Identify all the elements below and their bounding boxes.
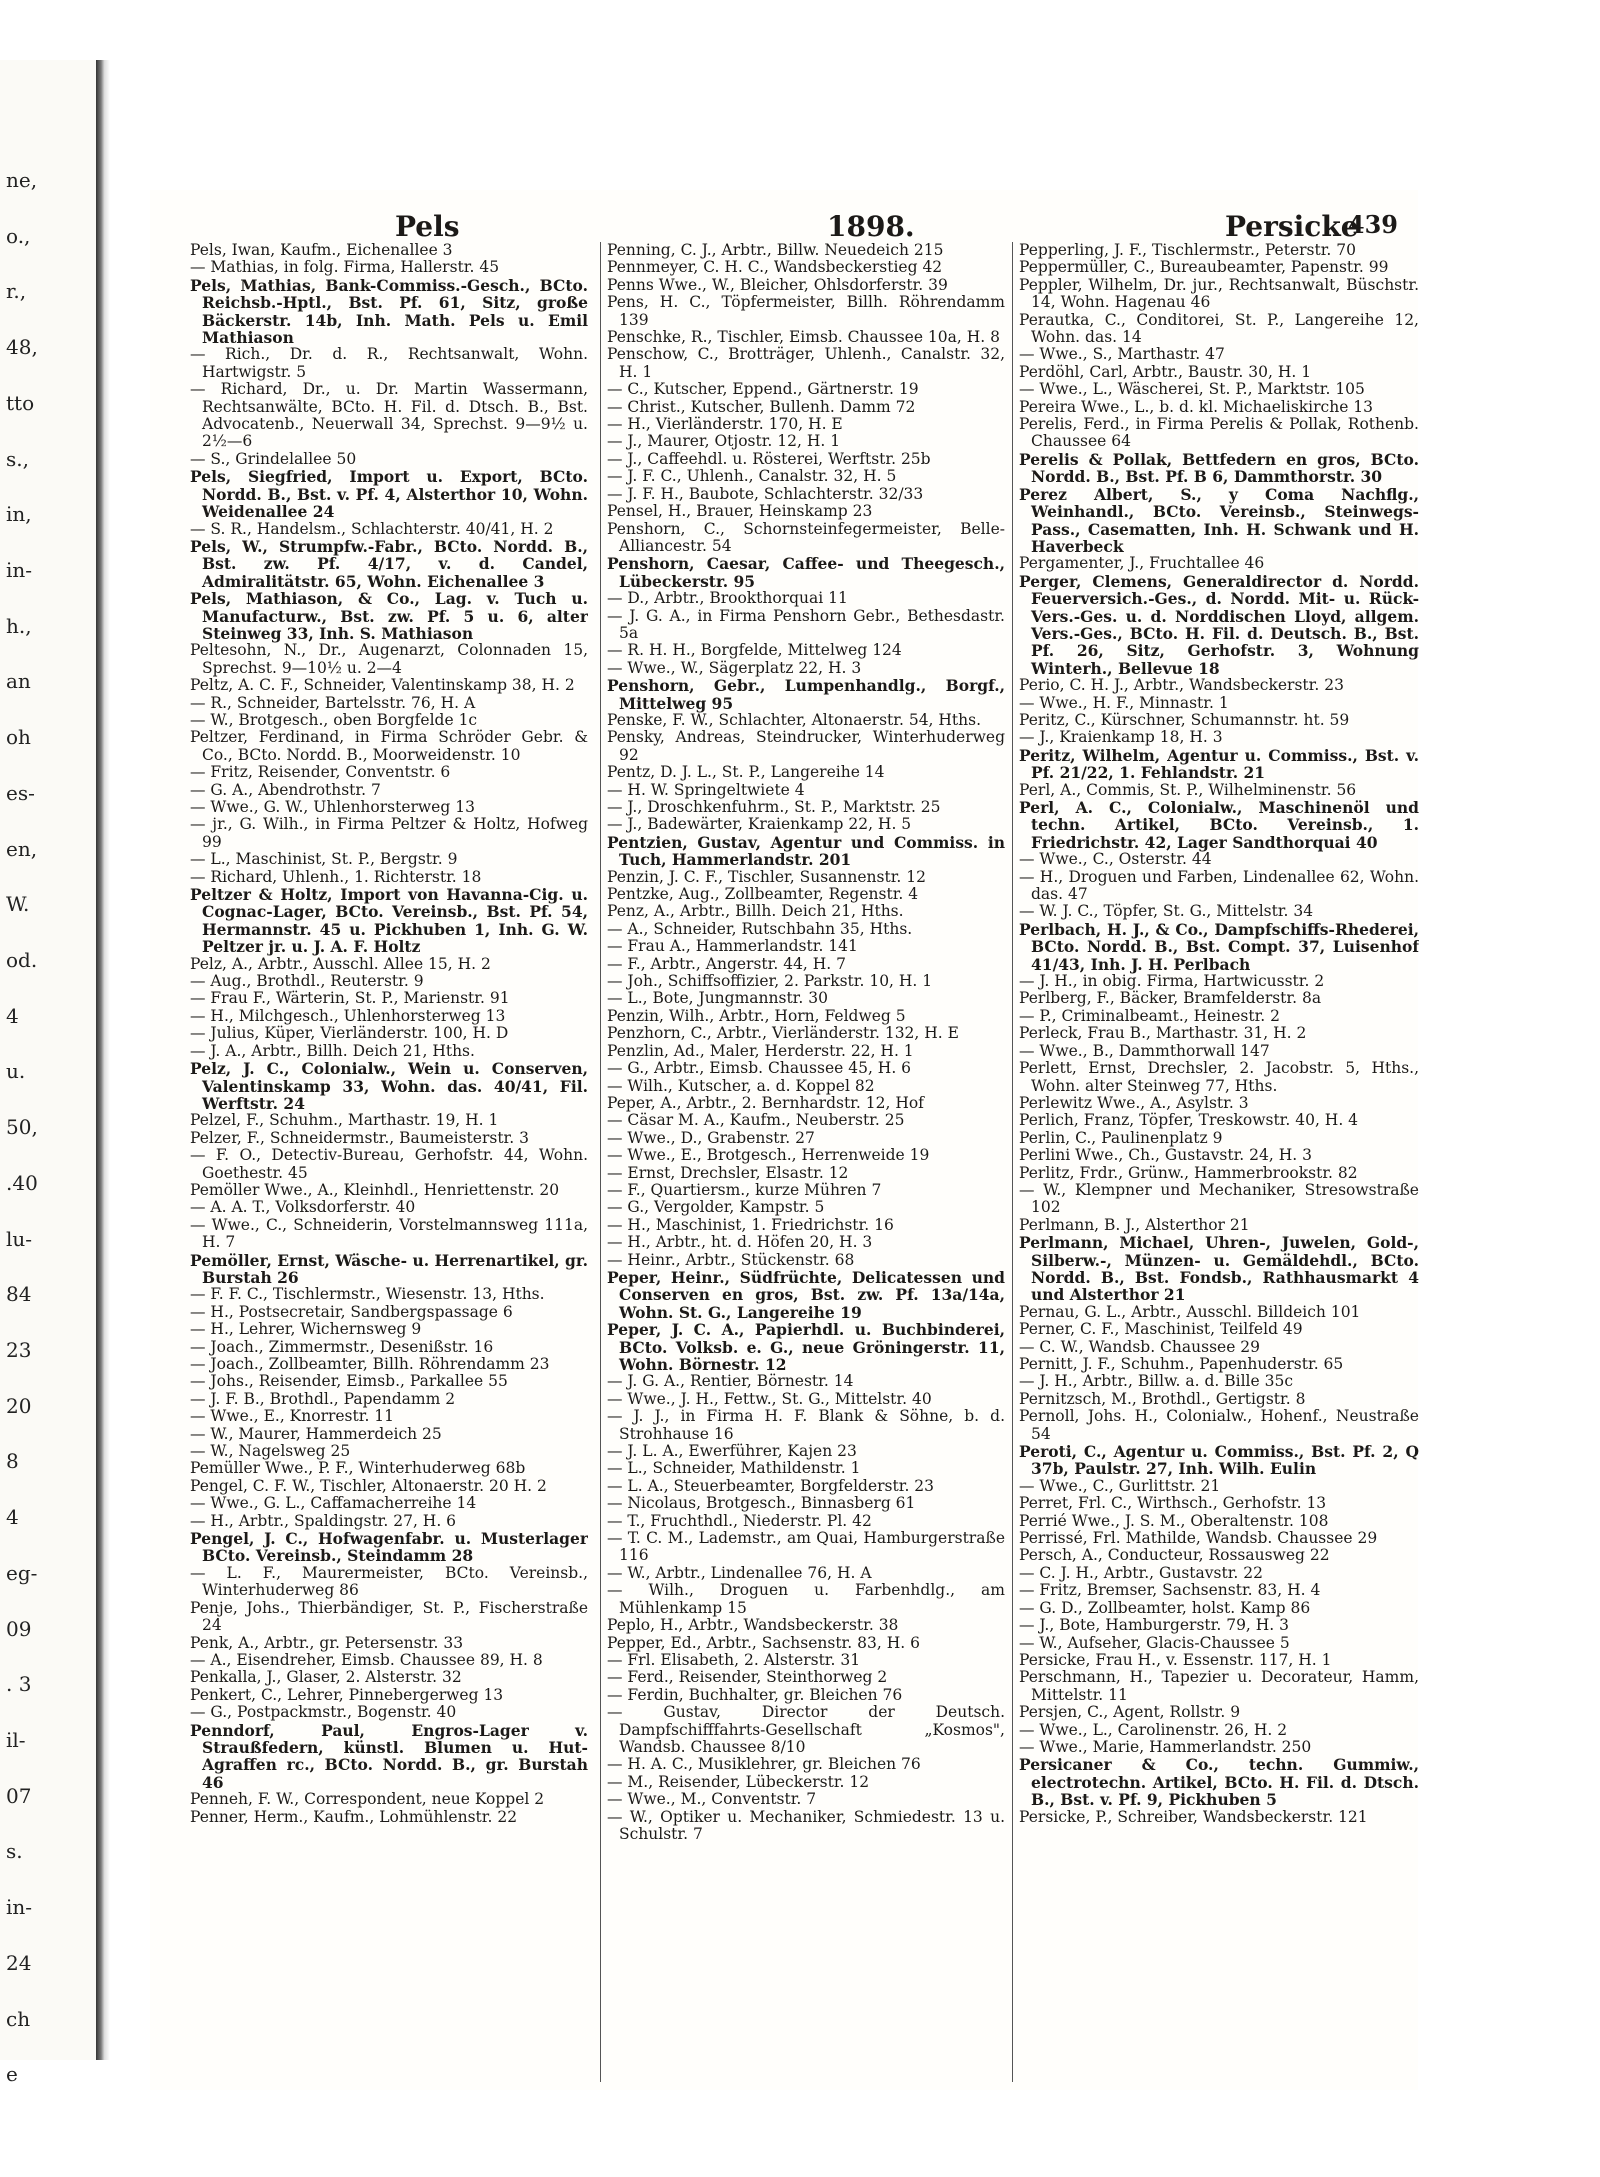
directory-entry: Penzlin, Ad., Maler, Herderstr. 22, H. 1 xyxy=(607,1041,914,1060)
prev-page-fragment: tto xyxy=(6,390,35,415)
directory-entry: Perret, Frl. C., Wirthsch., Gerhofstr. 13 xyxy=(1019,1494,1327,1513)
prev-page-fragment: o., xyxy=(6,223,31,248)
directory-entry: Persch, A., Conducteur, Rossausweg 22 xyxy=(1019,1546,1330,1565)
directory-entry: — J. A., Arbtr., Billh. Deich 21, Hths. xyxy=(190,1041,475,1060)
directory-entry: Perlich, Franz, Töpfer, Treskowstr. 40, H. 4 xyxy=(1019,1111,1359,1130)
directory-entry: — M., Reisender, Lübeckerstr. 12 xyxy=(607,1772,870,1791)
directory-entry: Perlin, C., Paulinenplatz 9 xyxy=(1019,1128,1223,1147)
prev-page-fragment: eg- xyxy=(6,1560,38,1585)
prev-page-fragment: h., xyxy=(6,613,32,638)
directory-entry: Pernoll, Johs. H., Colonialw., Hohenf., Neustraße 54 xyxy=(1019,1407,1419,1443)
prev-page-fragment: es- xyxy=(6,780,35,805)
directory-entry: — H., Arbtr., ht. d. Höfen 20, H. 3 xyxy=(607,1233,873,1252)
directory-entry: Pels, Iwan, Kaufm., Eichenallee 3 xyxy=(190,242,453,259)
directory-entry: — Ernst, Drechsler, Elsastr. 12 xyxy=(607,1163,849,1182)
directory-entry: Penske, F. W., Schlachter, Altonaerstr. 54, Hths. xyxy=(607,710,982,729)
directory-entry: — L., Maschinist, St. P., Bergstr. 9 xyxy=(190,850,458,869)
directory-entry: — G. A., Abendrothstr. 7 xyxy=(190,780,381,799)
directory-entry: — G. D., Zollbeamter, holst. Kamp 86 xyxy=(1019,1598,1311,1617)
directory-entry: — Wwe., Marie, Hammerlandstr. 250 xyxy=(1019,1737,1312,1756)
directory-entry: Pentz, D. J. L., St. P., Langereihe 14 xyxy=(607,763,885,782)
directory-entry: — Wwe., G. L., Caffamacherreihe 14 xyxy=(190,1494,477,1513)
directory-entry: Perelis & Pollak, Bettfedern en gros, BCto. Nordd. B., Bst. Pf. B 6, Dammthorstr. 30 xyxy=(1019,449,1419,487)
directory-entry: — L., Schneider, Mathildenstr. 1 xyxy=(607,1459,861,1478)
directory-entry: Penzin, J. C. F., Tischler, Susannenstr. 12 xyxy=(607,867,926,886)
directory-entry: — H., Droguen und Farben, Lindenallee 62, Wohn. das. 47 xyxy=(1019,867,1419,904)
directory-entry: Perl, A. C., Colonialw., Maschinenöl und techn. Artikel, BCto. Vereinsb., 1. Friedrichstr. 42, Lager Sandthorquai 40 xyxy=(1019,798,1419,852)
directory-entry: Peltzer & Holtz, Import von Havanna-Cig. u. Cognac-Lager, BCto. Vereinsb., Bst. Pf. 54, Hermannstr. 45 u. Pickhuben 1, Inh. G. W. Peltzer jr. u. J. A. F. Holtz xyxy=(190,885,588,957)
directory-entry: — Richard, Uhlenh., 1. Richterstr. 18 xyxy=(190,867,482,886)
directory-entry: — J. J., in Firma H. F. Blank & Söhne, b. d. Strohhause 16 xyxy=(607,1407,1005,1443)
directory-entry: — J. H., Arbtr., Billw. a. d. Bille 35c xyxy=(1019,1372,1294,1391)
directory-entry: — H. A. C., Musiklehrer, gr. Bleichen 76 xyxy=(607,1755,921,1774)
directory-entry: Penkert, C., Lehrer, Pinnebergerweg 13 xyxy=(190,1685,504,1704)
directory-entry: Pelz, J. C., Colonialw., Wein u. Conserven, Valentinskamp 33, Wohn. das. 40/41, Fil. Werftstr. 24 xyxy=(190,1059,588,1113)
directory-entry: Perrissé, Frl. Mathilde, Wandsb. Chaussee 29 xyxy=(1019,1529,1378,1548)
directory-entry: — Wwe., B., Dammthorwall 147 xyxy=(1019,1041,1270,1060)
directory-entry: — Rich., Dr. d. R., Rechtsanwalt, Wohn. Hartwigstr. 5 xyxy=(190,345,588,381)
directory-entry: — J. L. A., Ewerführer, Kajen 23 xyxy=(607,1442,857,1461)
directory-entry: Penzin, Wilh., Arbtr., Horn, Feldweg 5 xyxy=(607,1006,906,1025)
directory-entry: — Wwe., G. W., Uhlenhorsterweg 13 xyxy=(190,798,475,816)
directory-entry: — R. H. H., Borgfelde, Mittelweg 124 xyxy=(607,641,902,660)
prev-page-fragment: od. xyxy=(6,948,38,972)
directory-entry: Pernau, G. L., Arbtr., Ausschl. Billdeich 101 xyxy=(1019,1302,1361,1321)
directory-entry: — Wwe., H. F., Minnastr. 1 xyxy=(1019,693,1229,712)
directory-entry: Pengel, J. C., Hofwagenfabr. u. Musterlager BCto. Vereinsb., Steindamm 28 xyxy=(190,1529,588,1566)
directory-entry: — Ferdin, Buchhalter, gr. Bleichen 76 xyxy=(607,1685,903,1704)
directory-entry: — J., Caffeehdl. u. Rösterei, Werftstr. 25b xyxy=(607,449,931,468)
directory-entry: Peritz, Wilhelm, Agentur u. Commiss., Bst. v. Pf. 21/22, 1. Fehlandstr. 21 xyxy=(1019,745,1419,783)
directory-entry: — Julius, Küper, Vierländerstr. 100, H. D xyxy=(190,1024,509,1043)
directory-entry: — Ferd., Reisender, Steinthorweg 2 xyxy=(607,1668,888,1687)
directory-entry: Perlbach, H. J., & Co., Dampfschiffs-Rhederei, BCto. Nordd. B., Bst. Compt. 37, Luisenhof 41/43, Inh. J. H. Perlbach xyxy=(1019,919,1419,974)
directory-entry: Perlmann, B. J., Alsterthor 21 xyxy=(1019,1215,1250,1234)
prev-page-fragment: 4 xyxy=(6,1505,19,1530)
directory-entry: — F., Quartiersm., kurze Mühren 7 xyxy=(607,1180,882,1199)
column-1 xyxy=(190,242,588,2082)
directory-entry: Pemöller Wwe., A., Kleinhdl., Henriettenstr. 20 xyxy=(190,1180,560,1199)
directory-entry: Perelis, Ferd., in Firma Perelis & Pollak, Rothenb. Chaussee 64 xyxy=(1019,415,1419,451)
prev-page-fragment: 07 xyxy=(6,1783,32,1808)
directory-entry: — W., Maurer, Hammerdeich 25 xyxy=(190,1424,442,1443)
prev-page-fragment: 09 xyxy=(6,1616,32,1641)
page-number: 439 xyxy=(1347,210,1398,239)
directory-entry: Pelz, A., Arbtr., Ausschl. Allee 15, H. 2 xyxy=(190,954,491,973)
directory-entry: — G., Vergolder, Kampstr. 5 xyxy=(607,1198,825,1217)
directory-entry: Penning, C. J., Arbtr., Billw. Neuedeich 215 xyxy=(607,242,944,259)
header-year: 1898. xyxy=(827,210,915,243)
directory-entry: — J. G. A., in Firma Penshorn Gebr., Bethesdastr. 5a xyxy=(607,606,1005,642)
directory-entry: Penndorf, Paul, Engros-Lager v. Straußfedern, künstl. Blumen u. Hut-Agraffen rc., BCto. Nordd. B., gr. Burstah 46 xyxy=(190,1720,588,1792)
directory-entry: — F. O., Detectiv-Bureau, Gerhofstr. 44, Wohn. Goethestr. 45 xyxy=(190,1146,588,1182)
directory-entry: Persicke, Frau H., v. Essenstr. 117, H. 1 xyxy=(1019,1650,1332,1669)
directory-entry: Perlmann, Michael, Uhren-, Juwelen, Gold-, Silberw.-, Münzen- u. Gemäldehdl., BCto. Nordd. B., Bst. Fondsb., Rathhausmarkt 4 und Alsterthor 21 xyxy=(1019,1233,1419,1305)
directory-entry: — Johs., Reisender, Eimsb., Parkallee 55 xyxy=(190,1372,508,1391)
directory-entry: — H., Maschinist, 1. Friedrichstr. 16 xyxy=(607,1215,894,1234)
directory-entry: — A., Schneider, Rutschbahn 35, Hths. xyxy=(607,919,913,938)
directory-entry: Pentzien, Gustav, Agentur und Commiss. in Tuch, Hammerlandstr. 201 xyxy=(607,832,1005,870)
prev-page-fragment: W. xyxy=(6,892,30,917)
directory-entry: — Frau A., Hammerlandstr. 141 xyxy=(607,937,858,956)
previous-page-edge xyxy=(0,60,96,2087)
directory-entry: Pels, Mathias, Bank-Commiss.-Gesch., BCto. Reichsb.-Hptl., Bst. Pf. 61, Sitz, große Bäckerstr. 14b, Inh. Math. Pels u. Emil Mathiason xyxy=(190,275,588,348)
directory-entry: Pengel, C. F. W., Tischler, Altonaerstr. 20 H. 2 xyxy=(190,1476,547,1495)
directory-entry: — Christ., Kutscher, Bullenh. Damm 72 xyxy=(607,397,916,416)
prev-page-fragment: in- xyxy=(6,1895,33,1920)
directory-entry: Perl, A., Commis, St. P., Wilhelminenstr. 56 xyxy=(1019,780,1357,799)
book-binding xyxy=(96,60,110,2060)
directory-entry: — L., Bote, Jungmannstr. 30 xyxy=(607,989,828,1008)
prev-page-fragment: oh xyxy=(6,725,31,750)
directory-entry: Perleck, Frau B., Marthastr. 31, H. 2 xyxy=(1019,1024,1307,1043)
directory-entry: — W. J. C., Töpfer, St. G., Mittelstr. 34 xyxy=(1019,902,1314,921)
directory-entry: Pepperling, J. F., Tischlermstr., Peterstr. 70 xyxy=(1019,242,1356,259)
directory-entry: — P., Criminalbeamt., Heinestr. 2 xyxy=(1019,1006,1281,1025)
directory-entry: — Wilh., Kutscher, a. d. Koppel 82 xyxy=(607,1076,875,1095)
directory-entry: Peritz, C., Kürschner, Schumannstr. ht. 59 xyxy=(1019,710,1350,729)
directory-entry: — T., Fruchthdl., Niederstr. Pl. 42 xyxy=(607,1511,872,1530)
directory-entry: Penns Wwe., W., Bleicher, Ohlsdorferstr. 39 xyxy=(607,275,948,294)
directory-entry: Pels, W., Strumpfw.-Fabr., BCto. Nordd. B., Bst. zw. Pf. 4/17, v. d. Candel, Admiralitätstr. 65, Wohn. Eichenallee 3 xyxy=(190,536,588,591)
directory-entry: — Fritz, Reisender, Conventstr. 6 xyxy=(190,763,451,782)
directory-entry: Pensel, H., Brauer, Heinskamp 23 xyxy=(607,502,873,521)
directory-entry: — H., Vierländerstr. 170, H. E xyxy=(607,415,843,434)
prev-page-fragment: an xyxy=(6,669,31,694)
prev-page-fragment: il- xyxy=(6,1728,26,1752)
directory-entry: — H., Arbtr., Spaldingstr. 27, H. 6 xyxy=(190,1511,457,1530)
directory-entry: — J., Bote, Hamburgerstr. 79, H. 3 xyxy=(1019,1616,1290,1635)
prev-page-fragment: 4 xyxy=(6,1003,19,1028)
directory-entry: Perlini Wwe., Ch., Gustavstr. 24, H. 3 xyxy=(1019,1146,1312,1165)
prev-page-fragment: en, xyxy=(6,836,38,861)
prev-page-fragment: ch xyxy=(6,2006,31,2031)
prev-page-fragment: lu- xyxy=(6,1226,33,1251)
directory-entry: Peltz, A. C. F., Schneider, Valentinskamp 38, H. 2 xyxy=(190,676,575,695)
directory-entry: — Wwe., M., Conventstr. 7 xyxy=(607,1790,817,1809)
directory-entry: — H., Milchgesch., Uhlenhorsterweg 13 xyxy=(190,1006,506,1025)
directory-entry: Penk, A., Arbtr., gr. Petersenstr. 33 xyxy=(190,1633,464,1652)
directory-entry: Perautka, C., Conditorei, St. P., Langereihe 12, Wohn. das. 14 xyxy=(1019,310,1419,347)
directory-entry: — Wwe., C., Schneiderin, Vorstelmannsweg 111a, H. 7 xyxy=(190,1215,588,1252)
prev-page-fragment: 24 xyxy=(6,1950,32,1975)
directory-entry: — G., Postpackmstr., Bogenstr. 40 xyxy=(190,1703,457,1722)
directory-entry: — Joh., Schiffsoffizier, 2. Parkstr. 10, H. 1 xyxy=(607,972,933,991)
directory-entry: — Wwe., L., Wäscherei, St. P., Marktstr. 105 xyxy=(1019,380,1365,399)
directory-entry: — Heinr., Arbtr., Stückenstr. 68 xyxy=(607,1250,855,1269)
directory-entry: — W., Arbtr., Lindenallee 76, H. A xyxy=(607,1563,872,1582)
directory-entry: Pelzer, F., Schneidermstr., Baumeisterstr. 3 xyxy=(190,1128,529,1147)
directory-entry: — Wwe., E., Knorrestr. 11 xyxy=(190,1407,395,1426)
directory-entry: — jr., G. Wilh., in Firma Peltzer & Holtz, Hofweg 99 xyxy=(190,815,588,851)
directory-entry: Pernitzsch, M., Brothdl., Gertigstr. 8 xyxy=(1019,1389,1306,1408)
prev-page-fragment: 50, xyxy=(6,1115,38,1140)
directory-entry: — Cäsar M. A., Kaufm., Neuberstr. 25 xyxy=(607,1111,905,1130)
directory-entry: Perger, Clemens, Generaldirector d. Nordd. Feuerversich.-Ges., d. Nordd. Mit- u. Rück-Vers.-Ges. u. d. Norddischen Lloyd, allgem. Vers.-Ges., BCto. H. Fil. d. Deutsch. B., Bst. Pf. 26, Sitz, Gerhofstr. 3, Wohnung Winterh., Bellevue 18 xyxy=(1019,571,1419,678)
directory-entry: Penschke, R., Tischler, Eimsb. Chaussee 10a, H. 8 xyxy=(607,328,1000,347)
prev-page-fragment: u. xyxy=(6,1059,26,1084)
prev-page-fragment: r., xyxy=(6,279,27,304)
directory-entry: — G., Arbtr., Eimsb. Chaussee 45, H. 6 xyxy=(607,1059,912,1078)
directory-entry: Peplo, H., Arbtr., Wandsbeckerstr. 38 xyxy=(607,1616,899,1635)
header-right-keyword: Persicke xyxy=(1225,210,1359,243)
directory-entry: Persicke, P., Schreiber, Wandsbeckerstr. 121 xyxy=(1019,1807,1368,1826)
directory-entry: — C. W., Wandsb. Chaussee 29 xyxy=(1019,1337,1261,1356)
prev-page-fragment: in, xyxy=(6,502,32,527)
prev-page-fragment: 23 xyxy=(6,1338,32,1362)
directory-entry: — Wwe., L., Carolinenstr. 26, H. 2 xyxy=(1019,1720,1288,1739)
prev-page-fragment: in- xyxy=(6,558,33,582)
directory-entry: — Fritz, Bremser, Sachsenstr. 83, H. 4 xyxy=(1019,1581,1321,1600)
directory-entry: — J. H., in obig. Firma, Hartwicusstr. 2 xyxy=(1019,972,1325,991)
directory-entry: — J. F. B., Brothdl., Papendamm 2 xyxy=(190,1389,456,1408)
prev-page-fragment: . 3 xyxy=(6,1672,32,1697)
directory-entry: — C., Kutscher, Eppend., Gärtnerstr. 19 xyxy=(607,380,919,399)
directory-entry: Pergamenter, J., Fruchtallee 46 xyxy=(1019,554,1265,573)
directory-entry: — W., Brotgesch., oben Borgfelde 1c xyxy=(190,710,478,729)
directory-entry: — S., Grindelallee 50 xyxy=(190,449,357,468)
directory-entry: Peroti, C., Agentur u. Commiss., Bst. Pf. 2, Q 37b, Paulstr. 27, Inh. Wilh. Eulin xyxy=(1019,1442,1419,1479)
directory-entry: Pernitt, J. F., Schuhm., Papenhuderstr. 65 xyxy=(1019,1355,1344,1373)
directory-entry: Penz, A., Arbtr., Billh. Deich 21, Hths. xyxy=(607,902,904,921)
directory-entry: — Frl. Elisabeth, 2. Alsterstr. 31 xyxy=(607,1650,861,1669)
directory-entry: Penje, Johs., Thierbändiger, St. P., Fischerstraße 24 xyxy=(190,1598,588,1635)
column-2 xyxy=(600,242,1005,2082)
directory-entry: Pemüller Wwe., P. F., Winterhuderweg 68b xyxy=(190,1459,526,1478)
directory-entry: — Wilh., Droguen u. Farbenhdlg., am Mühlenkamp 15 xyxy=(607,1581,1005,1617)
directory-entry: Perner, C. F., Maschinist, Teilfeld 49 xyxy=(1019,1320,1303,1339)
directory-entry: Persicaner & Co., techn. Gummiw., electrotechn. Artikel, BCto. H. Fil. d. Dtsch. B., Bst. v. Pf. 9, Pickhuben 5 xyxy=(1019,1755,1419,1810)
directory-entry: — J. G. A., Rentier, Börnestr. 14 xyxy=(607,1372,854,1391)
prev-page-fragment: 84 xyxy=(6,1282,32,1307)
directory-entry: Pels, Mathiason, & Co., Lag. v. Tuch u. Manufacturw., Bst. zw. Pf. 5 u. 6, alter Steinweg 33, Inh. S. Mathiason xyxy=(190,589,588,643)
directory-entry: — Mathias, in folg. Firma, Hallerstr. 45 xyxy=(190,258,500,277)
directory-entry: Pepper, Ed., Arbtr., Sachsenstr. 83, H. 6 xyxy=(607,1633,920,1652)
directory-entry: — D., Arbtr., Brookthorquai 11 xyxy=(607,589,848,608)
directory-entry: — J. F. C., Uhlenh., Canalstr. 32, H. 5 xyxy=(607,467,897,486)
directory-entry: Peppermüller, C., Bureaubeamter, Papenstr. 99 xyxy=(1019,258,1389,277)
prev-page-fragment: s. xyxy=(6,1839,23,1864)
directory-entry: — W., Nagelsweg 25 xyxy=(190,1442,351,1461)
directory-entry: — Wwe., J. H., Fettw., St. G., Mittelstr. 40 xyxy=(607,1389,932,1408)
directory-entry: — Joach., Zollbeamter, Billh. Röhrendamm 23 xyxy=(190,1355,550,1373)
directory-entry: — H., Lehrer, Wichernsweg 9 xyxy=(190,1320,422,1339)
directory-entry: Perschmann, H., Tapezier u. Decorateur, Hamm, Mittelstr. 11 xyxy=(1019,1668,1419,1704)
directory-entry: — J., Kraienkamp 18, H. 3 xyxy=(1019,728,1223,747)
directory-entry: Penschow, C., Brotträger, Uhlenh., Canalstr. 32, H. 1 xyxy=(607,345,1005,381)
prev-page-fragment: .40 xyxy=(6,1170,38,1195)
directory-entry: Pens, H. C., Töpfermeister, Billh. Röhrendamm 139 xyxy=(607,293,1005,329)
directory-entry: Pemöller, Ernst, Wäsche- u. Herrenartikel, gr. Burstah 26 xyxy=(190,1250,588,1287)
directory-entry: — W., Optiker u. Mechaniker, Schmiedestr. 13 u. Schulstr. 7 xyxy=(607,1807,1005,1843)
directory-entry: — L. A., Steuerbeamter, Borgfelderstr. 23 xyxy=(607,1476,935,1495)
directory-entry: Peltzer, Ferdinand, in Firma Schröder Gebr. & Co., BCto. Nordd. B., Moorweidenstr. 10 xyxy=(190,728,588,764)
directory-entry: — A. A. T., Volksdorferstr. 40 xyxy=(190,1198,416,1217)
directory-entry: Penner, Herm., Kaufm., Lohmühlenstr. 22 xyxy=(190,1807,518,1826)
directory-entry: — S. R., Handelsm., Schlachterstr. 40/41, H. 2 xyxy=(190,519,554,538)
directory-entry: — Nicolaus, Brotgesch., Binnasberg 61 xyxy=(607,1494,916,1513)
directory-entry: — Wwe., W., Sägerplatz 22, H. 3 xyxy=(607,658,862,677)
directory-entry: Pels, Siegfried, Import u. Export, BCto. Nordd. B., Bst. v. Pf. 4, Alsterthor 10, Wohn. Weidenallee 24 xyxy=(190,467,588,522)
directory-entry: Perlewitz Wwe., A., Asylstr. 3 xyxy=(1019,1093,1249,1112)
directory-entry: — C. J. H., Arbtr., Gustavstr. 22 xyxy=(1019,1563,1264,1582)
directory-entry: Pereira Wwe., L., b. d. kl. Michaeliskirche 13 xyxy=(1019,397,1374,416)
directory-entry: Persjen, C., Agent, Rollstr. 9 xyxy=(1019,1703,1241,1722)
prev-page-fragment: 48, xyxy=(6,335,38,360)
directory-entry: — J. F. H., Baubote, Schlachterstr. 32/33 xyxy=(607,484,924,503)
directory-entry: Perlett, Ernst, Drechsler, 2. Jacobstr. 5, Hths., Wohn. alter Steinweg 77, Hths. xyxy=(1019,1059,1419,1095)
directory-entry: Perlberg, F., Bäcker, Bramfelderstr. 8a xyxy=(1019,989,1322,1008)
directory-entry: — R., Schneider, Bartelsstr. 76, H. A xyxy=(190,693,476,712)
directory-entry: — Aug., Brothdl., Reuterstr. 9 xyxy=(190,972,424,991)
directory-entry: Pelzel, F., Schuhm., Marthastr. 19, H. 1 xyxy=(190,1111,499,1130)
directory-entry: Penzhorn, C., Arbtr., Vierländerstr. 132, H. E xyxy=(607,1024,959,1043)
directory-entry: Perio, C. H. J., Arbtr., Wandsbeckerstr. 23 xyxy=(1019,676,1344,695)
prev-page-fragment: e xyxy=(6,2062,18,2087)
directory-entry: — Wwe., D., Grabenstr. 27 xyxy=(607,1128,815,1147)
directory-entry: — W., Klempner und Mechaniker, Stresowstraße 102 xyxy=(1019,1180,1419,1217)
directory-entry: Pensky, Andreas, Steindrucker, Winterhuderweg 92 xyxy=(607,728,1005,764)
directory-entry: — Wwe., S., Marthastr. 47 xyxy=(1019,345,1225,364)
directory-entry: Penshorn, Gebr., Lumpenhandlg., Borgf., Mittelweg 95 xyxy=(607,676,1005,713)
directory-entry: Peppler, Wilhelm, Dr. jur., Rechtsanwalt, Büschstr. 14, Wohn. Hagenau 46 xyxy=(1019,275,1419,312)
directory-entry: Peper, J. C. A., Papierhdl. u. Buchbinderei, BCto. Volksb. e. G., neue Gröningerstr. 11, Wohn. Börnestr. 12 xyxy=(607,1320,1005,1374)
directory-entry: — H., Postsecretair, Sandbergspassage 6 xyxy=(190,1302,513,1321)
directory-entry: Penneh, F. W., Correspondent, neue Koppel 2 xyxy=(190,1790,545,1809)
directory-entry: — J., Droschkenfuhrm., St. P., Marktstr. 25 xyxy=(607,798,941,816)
directory-entry: — Gustav, Director der Deutsch. Dampfschifffahrts-Gesellschaft „Kosmos", Wandsb. Chaussee 8/10 xyxy=(607,1703,1005,1756)
column-3 xyxy=(1012,242,1419,2082)
prev-page-fragment: ne, xyxy=(6,168,38,192)
directory-entry: Pentzke, Aug., Zollbeamter, Regenstr. 4 xyxy=(607,885,919,904)
directory-entry: — W., Aufseher, Glacis-Chaussee 5 xyxy=(1019,1633,1290,1652)
directory-entry: Peper, A., Arbtr., 2. Bernhardstr. 12, Hof xyxy=(607,1093,924,1112)
directory-entry: Pennmeyer, C. H. C., Wandsbeckerstieg 42 xyxy=(607,258,943,277)
directory-entry: — Wwe., C., Gurlittstr. 21 xyxy=(1019,1476,1221,1495)
prev-page-fragment: 20 xyxy=(6,1393,32,1418)
directory-entry: Penshorn, Caesar, Caffee- und Theegesch., Lübeckerstr. 95 xyxy=(607,554,1005,591)
directory-entry: — H. W. Springeltwiete 4 xyxy=(607,780,805,799)
directory-entry: Peper, Heinr., Südfrüchte, Delicatessen und Conserven en gros, Bst. zw. Pf. 13a/14a, Wohn. St. G., Langereihe 19 xyxy=(607,1267,1005,1322)
directory-entry: — F. F. C., Tischlermstr., Wiesenstr. 13, Hths. xyxy=(190,1285,545,1304)
directory-entry: Perlitz, Frdr., Grünw., Hammerbrookstr. 82 xyxy=(1019,1163,1358,1182)
directory-entry: Perez Albert, S., y Coma Nachflg., Weinhandl., BCto. Vereinsb., Steinwegs-Pass., Casematten, Inh. H. Schwank und H. Haverbeck xyxy=(1019,484,1419,556)
directory-entry: — J., Badewärter, Kraienkamp 22, H. 5 xyxy=(607,815,912,834)
directory-entry: — Wwe., E., Brotgesch., Herrenweide 19 xyxy=(607,1146,930,1165)
directory-entry: — T. C. M., Lademstr., am Quai, Hamburgerstraße 116 xyxy=(607,1529,1005,1565)
directory-entry: — Richard, Dr., u. Dr. Martin Wassermann, Rechtsanwälte, BCto. H. Fil. d. Dtsch. B., Bst. Advocatenb., Neuerwall 34, Sprechst. 9—9½ u. 2½—6 xyxy=(190,380,588,451)
directory-entry: — F., Arbtr., Angerstr. 44, H. 7 xyxy=(607,954,847,973)
prev-page-fragment: s., xyxy=(6,446,29,471)
directory-entry: — Joach., Zimmermstr., Desenißstr. 16 xyxy=(190,1337,494,1356)
directory-entry: Perdöhl, Carl, Arbtr., Baustr. 30, H. 1 xyxy=(1019,362,1312,381)
directory-entry: — A., Eisendreher, Eimsb. Chaussee 89, H. 8 xyxy=(190,1650,543,1669)
directory-page xyxy=(150,190,1418,2090)
directory-entry: Penkalla, J., Glaser, 2. Alsterstr. 32 xyxy=(190,1668,462,1687)
directory-entry: Peltesohn, N., Dr., Augenarzt, Colonnaden 15, Sprechst. 9—10½ u. 2—4 xyxy=(190,641,588,677)
directory-entry: Penshorn, C., Schornsteinfegermeister, Belle-Alliancestr. 54 xyxy=(607,519,1005,555)
directory-entry: — J., Maurer, Otjostr. 12, H. 1 xyxy=(607,432,841,451)
header-left-keyword: Pels xyxy=(395,210,460,243)
directory-entry: Perrié Wwe., J. S. M., Oberaltenstr. 108 xyxy=(1019,1511,1329,1530)
directory-entry: — Wwe., C., Osterstr. 44 xyxy=(1019,850,1212,869)
prev-page-fragment: 8 xyxy=(6,1449,19,1474)
directory-entry: — Frau F., Wärterin, St. P., Marienstr. 91 xyxy=(190,989,510,1008)
directory-entry: — L. F., Maurermeister, BCto. Vereinsb., Winterhuderweg 86 xyxy=(190,1563,588,1600)
